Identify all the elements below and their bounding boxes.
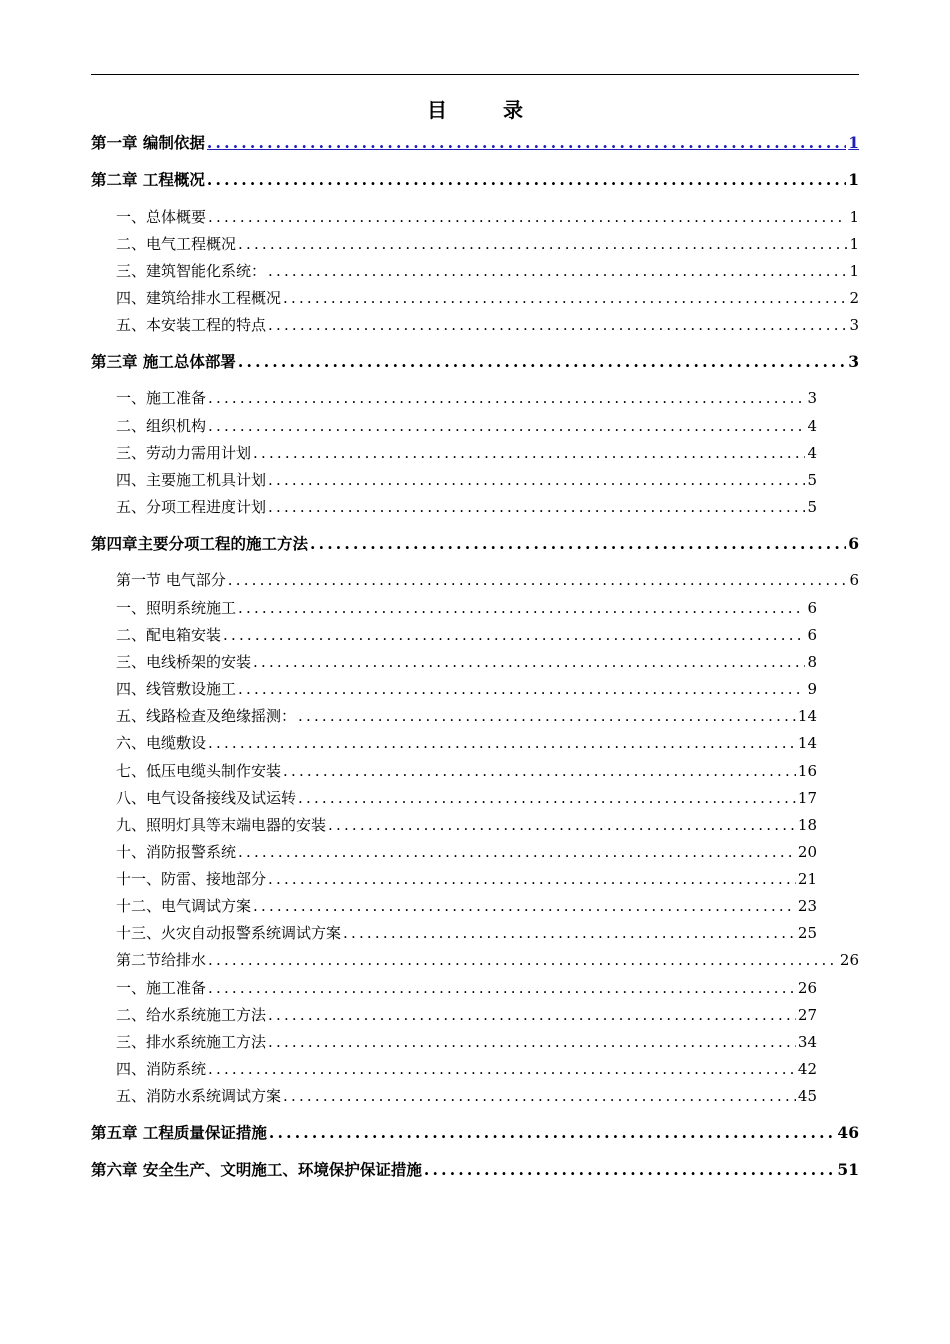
toc-page-number: 16 xyxy=(797,762,817,780)
header-rule xyxy=(91,74,859,75)
toc-section-entry[interactable] xyxy=(116,570,859,590)
toc-entry-label: 一、施工准备 xyxy=(116,979,207,997)
toc-dot-leader xyxy=(268,315,847,335)
toc-entry-label: 七、低压电缆头制作安装 xyxy=(116,762,282,780)
toc-section-entry[interactable] xyxy=(116,207,859,227)
toc-section-entry[interactable] xyxy=(116,652,817,672)
toc-page-number: 3 xyxy=(807,389,817,407)
toc-entry-label: 第六章 安全生产、文明施工、环境保护保证措施 xyxy=(91,1160,422,1179)
toc-entry-label: 第四章主要分项工程的施工方法 xyxy=(91,534,309,553)
toc-dot-leader xyxy=(283,288,847,308)
toc-dot-leader xyxy=(208,950,838,970)
toc-dot-leader xyxy=(253,896,796,916)
toc-entry-label: 四、建筑给排水工程概况 xyxy=(116,289,282,307)
toc-section-entry[interactable] xyxy=(116,896,817,916)
toc-dot-leader xyxy=(253,443,805,463)
toc-section-entry[interactable] xyxy=(116,261,859,281)
toc-dot-leader xyxy=(253,652,805,672)
toc-entry-label: 三、排水系统施工方法 xyxy=(116,1033,267,1051)
toc-dot-leader xyxy=(424,1160,836,1180)
toc-entry-label: 八、电气设备接线及试运转 xyxy=(116,789,297,807)
toc-dot-leader xyxy=(310,534,846,554)
toc-page-number: 14 xyxy=(797,707,817,725)
toc-page-number: 4 xyxy=(807,444,817,462)
toc-section-entry[interactable] xyxy=(116,388,817,408)
toc-chapter-entry[interactable] xyxy=(91,1160,859,1180)
toc-entry-label: 十二、电气调试方案 xyxy=(116,897,252,915)
toc-dot-leader xyxy=(268,1005,796,1025)
toc-dot-leader xyxy=(328,815,796,835)
toc-entry-label: 第一节 电气部分 xyxy=(116,571,226,589)
toc-section-entry[interactable] xyxy=(116,706,817,726)
toc-dot-leader xyxy=(208,978,796,998)
toc-page-number: 1 xyxy=(849,262,859,280)
toc-entry-label: 四、线管敷设施工 xyxy=(116,680,237,698)
toc-page-number: 14 xyxy=(797,734,817,752)
toc-entry-label: 一、施工准备 xyxy=(116,389,207,407)
toc-section-entry[interactable] xyxy=(116,598,817,618)
toc-dot-leader xyxy=(223,625,805,645)
toc-page-number: 45 xyxy=(797,1087,817,1105)
toc-entry-label: 六、电缆敷设 xyxy=(116,734,207,752)
toc-page-number: 5 xyxy=(807,498,817,516)
toc-dot-leader xyxy=(268,261,847,281)
toc-chapter-entry[interactable] xyxy=(91,170,859,190)
toc-section-entry[interactable] xyxy=(116,679,817,699)
toc-section-entry[interactable] xyxy=(116,1032,817,1052)
toc-entry-label: 第五章 工程质量保证措施 xyxy=(91,1123,267,1142)
toc-dot-leader xyxy=(238,842,796,862)
toc-section-entry[interactable] xyxy=(116,733,817,753)
toc-page-number: 34 xyxy=(797,1033,817,1051)
toc-entry-label: 四、主要施工机具计划 xyxy=(116,471,267,489)
toc-dot-leader xyxy=(207,133,846,153)
toc-dot-leader xyxy=(228,570,848,590)
toc-chapter-entry[interactable] xyxy=(91,1123,859,1143)
toc-page-number: 6 xyxy=(807,599,817,617)
toc-dot-leader xyxy=(208,416,805,436)
toc-dot-leader xyxy=(238,679,805,699)
toc-dot-leader xyxy=(208,733,796,753)
toc-page-number: 17 xyxy=(797,789,817,807)
toc-title: 目 录 xyxy=(427,98,541,122)
toc-entry-label: 五、消防水系统调试方案 xyxy=(116,1087,282,1105)
toc-page-number: 1 xyxy=(848,170,859,189)
toc-section-entry[interactable] xyxy=(116,815,817,835)
toc-page-number: 26 xyxy=(797,979,817,997)
toc-page-number: 51 xyxy=(837,1160,859,1179)
toc-dot-leader xyxy=(238,598,805,618)
toc-dot-leader xyxy=(208,207,847,227)
toc-entry-label: 三、建筑智能化系统： xyxy=(116,262,267,280)
toc-entry-label: 一、照明系统施工 xyxy=(116,599,237,617)
toc-section-entry[interactable] xyxy=(116,923,817,943)
toc-chapter-entry[interactable] xyxy=(91,133,859,153)
toc-entry-label: 二、组织机构 xyxy=(116,417,207,435)
toc-page-number: 2 xyxy=(849,289,859,307)
toc-dot-leader xyxy=(238,234,847,254)
toc-chapter-entry[interactable] xyxy=(91,352,859,372)
toc-page-number: 6 xyxy=(807,626,817,644)
toc-page-number: 27 xyxy=(797,1006,817,1024)
toc-section-entry[interactable] xyxy=(116,842,817,862)
toc-entry-label: 三、劳动力需用计划 xyxy=(116,444,252,462)
toc-page-number: 1 xyxy=(849,235,859,253)
toc-dot-leader xyxy=(283,761,796,781)
toc-page-number: 4 xyxy=(807,417,817,435)
toc-dot-leader xyxy=(269,1123,836,1143)
toc-dot-leader xyxy=(208,388,805,408)
toc-entry-label: 四、消防系统 xyxy=(116,1060,207,1078)
toc-page-number: 26 xyxy=(839,951,859,969)
toc-page-number: 25 xyxy=(797,924,817,942)
toc-page-number: 1 xyxy=(849,208,859,226)
toc-page-number: 9 xyxy=(807,680,817,698)
toc-section-entry[interactable] xyxy=(116,288,859,308)
toc-entry-label: 十一、防雷、接地部分 xyxy=(116,870,267,888)
toc-entry-label: 一、总体概要 xyxy=(116,208,207,226)
toc-entry-label: 十三、火灾自动报警系统调试方案 xyxy=(116,924,342,942)
toc-dot-leader xyxy=(208,1059,796,1079)
toc-page-number: 23 xyxy=(797,897,817,915)
toc-section-entry[interactable] xyxy=(116,1005,817,1025)
toc-page-number: 1 xyxy=(848,133,859,152)
toc-page-number: 5 xyxy=(807,471,817,489)
toc-section-entry[interactable] xyxy=(116,416,817,436)
toc-section-entry[interactable] xyxy=(116,315,859,335)
toc-entry-label: 十、消防报警系统 xyxy=(116,843,237,861)
toc-page-number: 18 xyxy=(797,816,817,834)
toc-section-entry[interactable] xyxy=(116,443,817,463)
toc-section-entry[interactable] xyxy=(116,497,817,517)
toc-page-number: 3 xyxy=(849,316,859,334)
toc-dot-leader xyxy=(268,497,805,517)
toc-dot-leader xyxy=(298,788,796,808)
toc-page-number: 21 xyxy=(797,870,817,888)
toc-dot-leader xyxy=(238,352,846,372)
toc-section-entry[interactable] xyxy=(116,1086,817,1106)
toc-dot-leader xyxy=(298,706,796,726)
toc-section-entry[interactable] xyxy=(116,978,817,998)
toc-entry-label: 二、电气工程概况 xyxy=(116,235,237,253)
toc-chapter-entry[interactable] xyxy=(91,534,859,554)
toc-section-entry[interactable] xyxy=(116,761,817,781)
toc-dot-leader xyxy=(343,923,796,943)
toc-entry-label: 第二章 工程概况 xyxy=(91,170,205,189)
toc-dot-leader xyxy=(268,869,796,889)
toc-page-number: 42 xyxy=(797,1060,817,1078)
toc-section-entry[interactable] xyxy=(116,869,817,889)
toc-section-entry[interactable] xyxy=(116,234,859,254)
toc-page-number: 20 xyxy=(797,843,817,861)
toc-dot-leader xyxy=(283,1086,796,1106)
toc-entry-label: 第二节给排水 xyxy=(116,951,207,969)
toc-entry-label: 五、本安装工程的特点 xyxy=(116,316,267,334)
toc-entry-label: 九、照明灯具等末端电器的安装 xyxy=(116,816,327,834)
toc-dot-leader xyxy=(268,470,805,490)
toc-section-entry[interactable] xyxy=(116,470,817,490)
toc-page-number: 6 xyxy=(849,571,859,589)
toc-entry-label: 第三章 施工总体部署 xyxy=(91,352,236,371)
toc-entry-label: 五、分项工程进度计划 xyxy=(116,498,267,516)
toc-section-entry[interactable] xyxy=(116,788,817,808)
toc-page-number: 8 xyxy=(807,653,817,671)
toc-section-entry[interactable] xyxy=(116,1059,817,1079)
toc-entry-label: 五、线路检查及绝缘摇测： xyxy=(116,707,297,725)
toc-page-number: 3 xyxy=(848,352,859,371)
toc-dot-leader xyxy=(268,1032,796,1052)
toc-page-number: 6 xyxy=(848,534,859,553)
toc-entry-label: 二、配电箱安装 xyxy=(116,626,222,644)
toc-section-entry[interactable] xyxy=(116,950,859,970)
toc-section-entry[interactable] xyxy=(116,625,817,645)
toc-page-number: 46 xyxy=(837,1123,859,1142)
toc-entry-label: 第一章 编制依据 xyxy=(91,133,205,152)
toc-entry-label: 三、电线桥架的安装 xyxy=(116,653,252,671)
toc-entry-label: 二、给水系统施工方法 xyxy=(116,1006,267,1024)
toc-dot-leader xyxy=(207,170,846,190)
